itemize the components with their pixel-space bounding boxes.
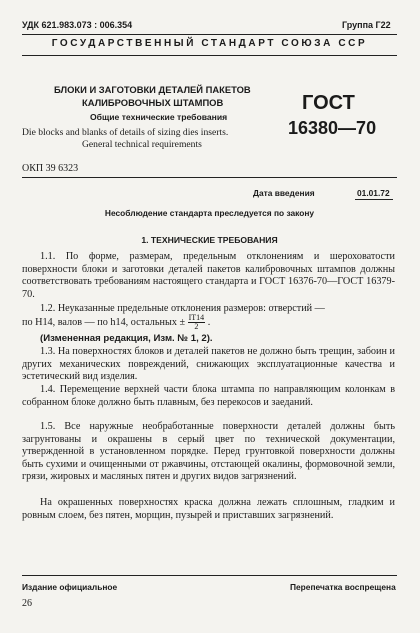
fraction-denominator: 2 xyxy=(194,322,199,331)
title-en-line2: General technical requirements xyxy=(82,139,202,150)
paragraph-1-3: 1.3. На поверхностях блоков и деталей пакетов не должно быть трещин, забоин и других механических повреждений, снижающих эксплуатационные качества и эстетический вид изделия. xyxy=(22,346,395,383)
paragraph-1-5: 1.5. Все наружные необработанные поверхности деталей должны быть загрунтованы и окрашены в серый цвет по технической документации, утвержденной в установленном порядке. Перед грунтовкой поверхности должны быть сухими и очищенными от ржавчины, отстающей окалины, формовочной земли, грязи, жировых и масляных пятен и других видов загрязнений. xyxy=(22,421,395,483)
paragraph-1-5-continued: На окрашенных поверхностях краска должна лежать сплошным, гладким и ровным слоем, без пятен, морщин, пузырей и приставших загрязнений. xyxy=(22,497,395,521)
paragraph-1-2-line1: 1.2. Неуказанные предельные отклонения размеров: отверстий — xyxy=(40,303,325,314)
paragraph-1-1: 1.1. По форме, размерам, предельным отклонениям и шероховатости поверхности блоки и заготовки деталей пакетов калибровочных штампов должны соответствовать требованиям настоящего стандарта и ГОСТ 16376-70—ГОСТ 16379-70. xyxy=(22,251,395,300)
edition-label: Издание официальное xyxy=(22,582,118,592)
date-underline xyxy=(355,199,393,200)
group-code: Группа Г22 xyxy=(342,20,391,30)
header-rule-top xyxy=(22,34,397,35)
law-notice: Несоблюдение стандарта преследуется по закону xyxy=(104,208,315,218)
tolerance-end: . xyxy=(207,316,211,328)
title-ru-line1: БЛОКИ И ЗАГОТОВКИ ДЕТАЛЕЙ ПАКЕТОВ xyxy=(54,84,251,95)
gost-number: 16380—70 xyxy=(288,118,377,138)
tolerance-fraction xyxy=(188,314,206,331)
paragraph-1-2-line2 xyxy=(22,314,210,331)
udc-code: УДК 621.983.073 : 006.354 xyxy=(22,20,133,30)
paragraph-1-4: 1.4. Перемещение верхней части блока штампа по направляющим колонкам в собранном блоке должно быть плавным, без перекосов и заеданий. xyxy=(22,384,395,408)
header-rule-bottom xyxy=(22,55,397,56)
title-subtitle: Общие технические требования xyxy=(90,112,228,122)
reprint-label: Перепечатка воспрещена xyxy=(290,582,396,592)
fraction-numerator: IT14 xyxy=(188,313,205,322)
footer-rule xyxy=(22,575,397,576)
tolerance-text: по Н14, валов — по h14, остальных ± xyxy=(22,316,186,328)
title-ru-line2: КАЛИБРОВОЧНЫХ ШТАМПОВ xyxy=(82,97,224,108)
date-label: Дата введения xyxy=(253,188,315,198)
amendment-note: (Измененная редакция, Изм. № 1, 2). xyxy=(40,333,213,344)
okp-code: ОКП 39 6323 xyxy=(22,163,79,174)
title-rule xyxy=(22,177,397,178)
gost-label: ГОСТ xyxy=(302,92,355,114)
standard-body: ГОСУДАРСТВЕННЫЙ СТАНДАРТ СОЮЗА ССР xyxy=(51,38,368,49)
section-heading: 1. ТЕХНИЧЕСКИЕ ТРЕБОВАНИЯ xyxy=(141,235,278,245)
page-number: 26 xyxy=(22,598,32,609)
title-en-line1: Die blocks and blanks of details of sizing dies inserts. xyxy=(22,127,229,138)
date-value: 01.01.72 xyxy=(357,188,390,198)
